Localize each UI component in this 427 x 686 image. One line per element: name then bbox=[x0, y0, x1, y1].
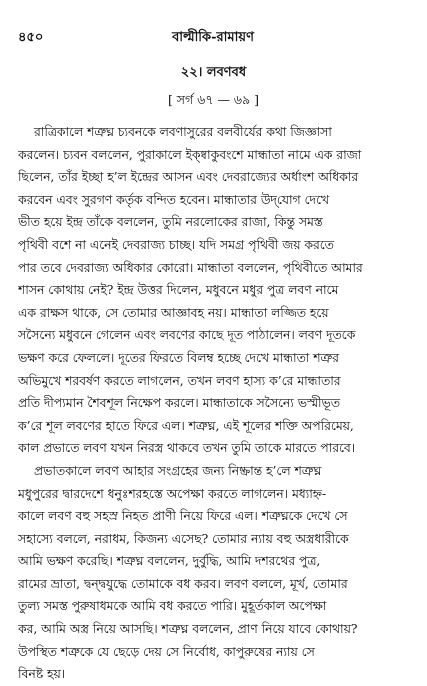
page-header bbox=[18, 28, 408, 48]
text-line: পৃথিবী বশে না এনেই দেবরাজ্য চাচ্ছ। যদি সমগ্র পৃথিবী জয় করতে bbox=[18, 237, 334, 252]
sarga-range: [ সর্গ ৬৭ — ৬৯ ] bbox=[167, 92, 260, 107]
text-line: রামের ভ্রাতা, দ্বন্দ্বযুদ্ধে তোমাকে বধ করব। লবণ বললে, মূর্খ, তোমার bbox=[18, 576, 348, 591]
chapter-title: ২২। লবণবধ bbox=[180, 65, 247, 80]
text-line: আমি ভক্ষণ করেছি। শত্রুঘ্ন বললেন, দুর্বুদ্ধি, আমি দশরথের পুত্র, bbox=[18, 554, 321, 569]
running-title: বাল্মীকি-রামায়ণ bbox=[172, 30, 254, 45]
text-line: সসৈন্যে মধুবনে গেলেন এবং লবণের কাছে দূত পাঠালেন। লবণ দূতকে bbox=[18, 328, 356, 343]
text-line: ছিলেন, তাঁর ইচ্ছা হ’ল ইন্দ্রের আসন এবং দেবরাজ্যের অর্ধাংশ অধিকার bbox=[18, 170, 359, 185]
text-line: করলেন। চ্যবন বললেন, পুরাকালে ইক্ষ্বাকুবংশে মান্ধাতা নামে এক রাজা bbox=[18, 147, 362, 162]
text-line: পার তবে দেবরাজ্য অধিকার কোরো। মান্ধাতা বললেন, পৃথিবীতে আমার bbox=[18, 260, 363, 275]
text-line: কাল প্রভাতে লবণ যখন নিরস্ত্র থাকবে তখন তুমি তাকে মারতে পারবে। bbox=[18, 441, 356, 456]
text-line: প্রভাতকালে লবণ আহার সংগ্রহের জন্য নিষ্ক্রান্ত হ’লে শত্রুঘ্ন bbox=[34, 463, 322, 478]
text-line: কর, আমি অস্ত্র নিয়ে আসছি। শত্রুঘ্ন বললেন, প্রাণ নিয়ে যাবে কোথায়? bbox=[18, 622, 358, 637]
body-text bbox=[18, 121, 411, 686]
text-line: ভক্ষণ করে ফেললে। দূতের ফিরতে বিলম্ব হচ্ছে দেখে মান্ধাতা শত্রুর bbox=[18, 350, 339, 365]
text-line: ক’রে শূল লবণের হাতে ফিরে এল। শত্রুঘ্ন, এই শূলের শক্তি অপরিমেয়, bbox=[18, 418, 354, 433]
text-line: রাত্রিকালে শত্রুঘ্ন চ্যবনকে লবণাসুরের বলবীর্যের কথা জিজ্ঞাসা bbox=[34, 125, 332, 139]
text-line: মধুপুরের দ্বারদেশে ধনুঃশরহস্তে অপেক্ষা করতে লাগলেন। মধ্যাহ্ন- bbox=[18, 486, 327, 501]
text-line: বিনষ্ট হয়। bbox=[18, 667, 66, 682]
text-line: অভিমুখে শরবর্ষণ করতে লাগলেন, তখন লবণ হাস্য ক’রে মান্ধাতার bbox=[18, 373, 341, 388]
text-line: তুল্য সমস্ত পুরুষাধমকে আমি বধ করতে পারি। মুহূর্তকাল অপেক্ষা bbox=[18, 599, 327, 614]
text-line: ভীত হয়ে ইন্দ্র তাঁকে বললেন, তুমি নরলোকের রাজা, কিন্তু সমস্ত bbox=[18, 215, 323, 230]
page-number: ৪৫০ bbox=[18, 30, 44, 45]
text-line: করবেন এবং সুরগণ কর্তৃক বন্দিত হবেন। মান্ধাতার উদ্‌যোগ দেখে bbox=[18, 192, 329, 207]
text-line: সহাস্যে বললে, নরাধম, কিজন্য এসেছ? তোমার ন্যায় বহু অস্ত্রধারীকে bbox=[18, 531, 349, 546]
text-line: কালে লবণ বহু সহস্র নিহত প্রাণী নিয়ে ফিরে এল। শত্রুঘ্নকে দেখে সে bbox=[18, 509, 348, 524]
text-line: এক রাক্ষস থাকে, সে তোমার আজ্ঞাবহ নয়। মান্ধাতা লজ্জিত হয়ে bbox=[18, 305, 329, 320]
text-line: প্রতি দীপ্যমান শৈবশূল নিক্ষেপ করলে। মান্ধাতাকে সসৈন্যে ভস্মীভূত bbox=[18, 396, 340, 411]
text-line: উপস্থিত শত্রুকে যে ছেড়ে দেয় সে নির্বোধ, কাপুরুষের ন্যায় সে bbox=[18, 644, 315, 659]
text-line: শাসন কোথায় নেই? ইন্দ্র উত্তর দিলেন, মধুবনে মধুর পুত্র লবণ নামে bbox=[18, 283, 339, 298]
